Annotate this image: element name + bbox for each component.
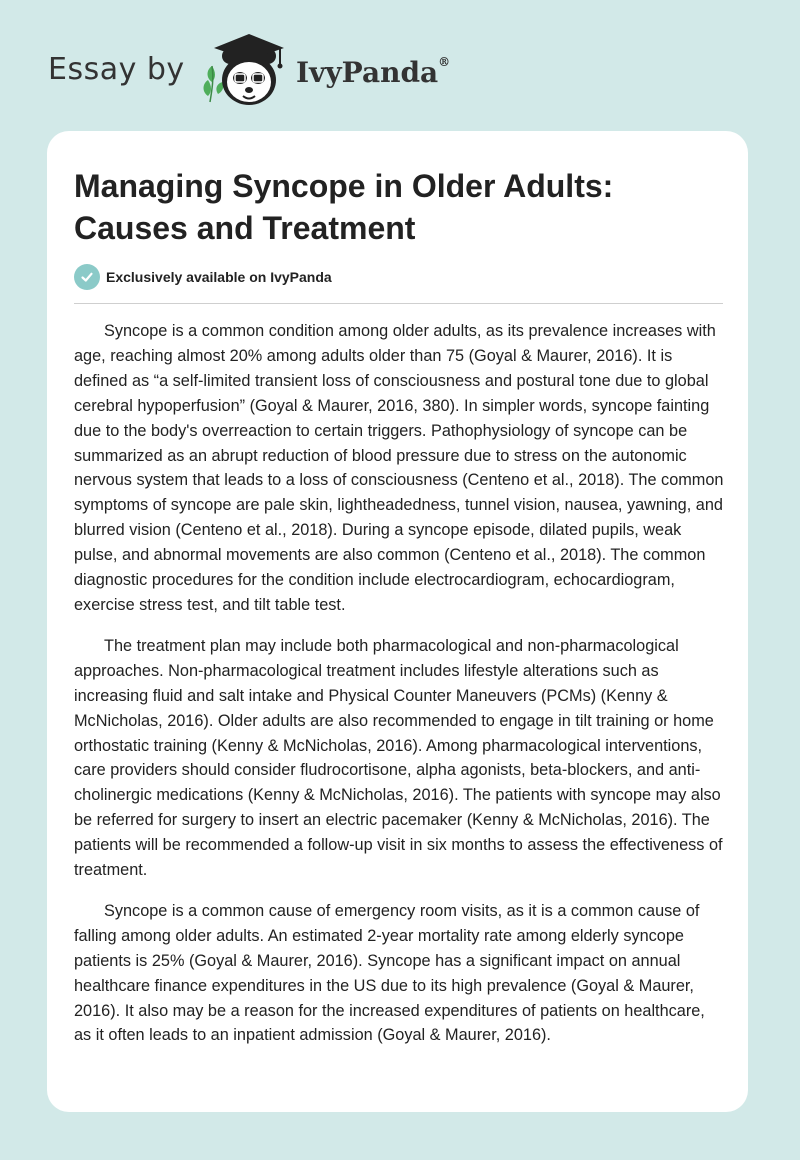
ivypanda-logo-icon[interactable] xyxy=(198,30,290,110)
exclusive-badge xyxy=(74,264,332,290)
exclusive-label: Exclusively available on IvyPanda xyxy=(106,269,332,285)
title-divider xyxy=(74,303,723,304)
registered-mark: ® xyxy=(438,54,451,69)
ivy-leaf-icon xyxy=(204,66,225,102)
essay-card xyxy=(47,131,748,1112)
essay-by-label: Essay by xyxy=(48,52,185,87)
brand-name[interactable] xyxy=(296,56,450,89)
essay-title: Managing Syncope in Older Adults: Causes and Treatment xyxy=(74,168,614,246)
check-icon xyxy=(74,264,100,290)
brand-text: IvyPanda xyxy=(296,56,439,89)
paragraph: The treatment plan may include both pharmacological and non-pharmacological approaches. Non-pharmacological treatment includes lifestyle alterations such as increasing fluid and salt intake and Physical Counter Maneuvers (PCMs) (Kenny & McNicholas, 2016). Older adults are also recommended to engage in tilt training or home orthostatic training (Kenny & McNicholas, 2016). Among pharmacological interventions, care providers should consider fludrocortisone, alpha agonists, beta-blockers, and anti-cholinergic medications (Kenny & McNicholas, 2016). The patients with syncope may also be referred for surgery to insert an electric pacemaker (Kenny & McNicholas, 2016). The patients will be recommended a follow-up visit in six months to assess the effectiveness of treatment. xyxy=(74,636,723,880)
paragraph: Syncope is a common condition among older adults, as its prevalence increases with age, reaching almost 20% among adults older than 75 (Goyal & Maurer, 2016). It is defined as “a self-limited transient loss of consciousness and postural tone due to global cerebral hypoperfusion” (Goyal & Maurer, 2016, 380). In simpler words, syncope fainting due to the body's overreaction to certain triggers. Pathophysiology of syncope can be summarized as an abrupt reduction of blood pressure due to stress on the autonomic nervous system that leads to a loss of consciousness (Centeno et al., 2018). The common symptoms of syncope are pale skin, lightheadedness, tunnel vision, nausea, yawning, and blurred vision (Centeno et al., 2018). During a syncope episode, dilated pupils, weak pulse, and abnormal movements are also common (Centeno et al., 2018). The common diagnostic procedures for the condition include electrocardiogram, echocardiogram, exercise stress test, and tilt table test. xyxy=(74,322,724,614)
site-header xyxy=(48,30,748,110)
paragraph: Syncope is a common cause of emergency room visits, as it is a common cause of falling among older adults. An estimated 2-year mortality rate among elderly syncope patients is 25% (Goyal & Maurer, 2016). Syncope has a significant impact on annual healthcare finance expenditures in the US due to its high prevalence (Goyal & Maurer, 2016). It also may be a reason for the increased expenditures of patients on healthcare, as it often leads to an inpatient admission (Goyal & Maurer, 2016). xyxy=(74,901,705,1045)
essay-body xyxy=(74,319,724,1064)
